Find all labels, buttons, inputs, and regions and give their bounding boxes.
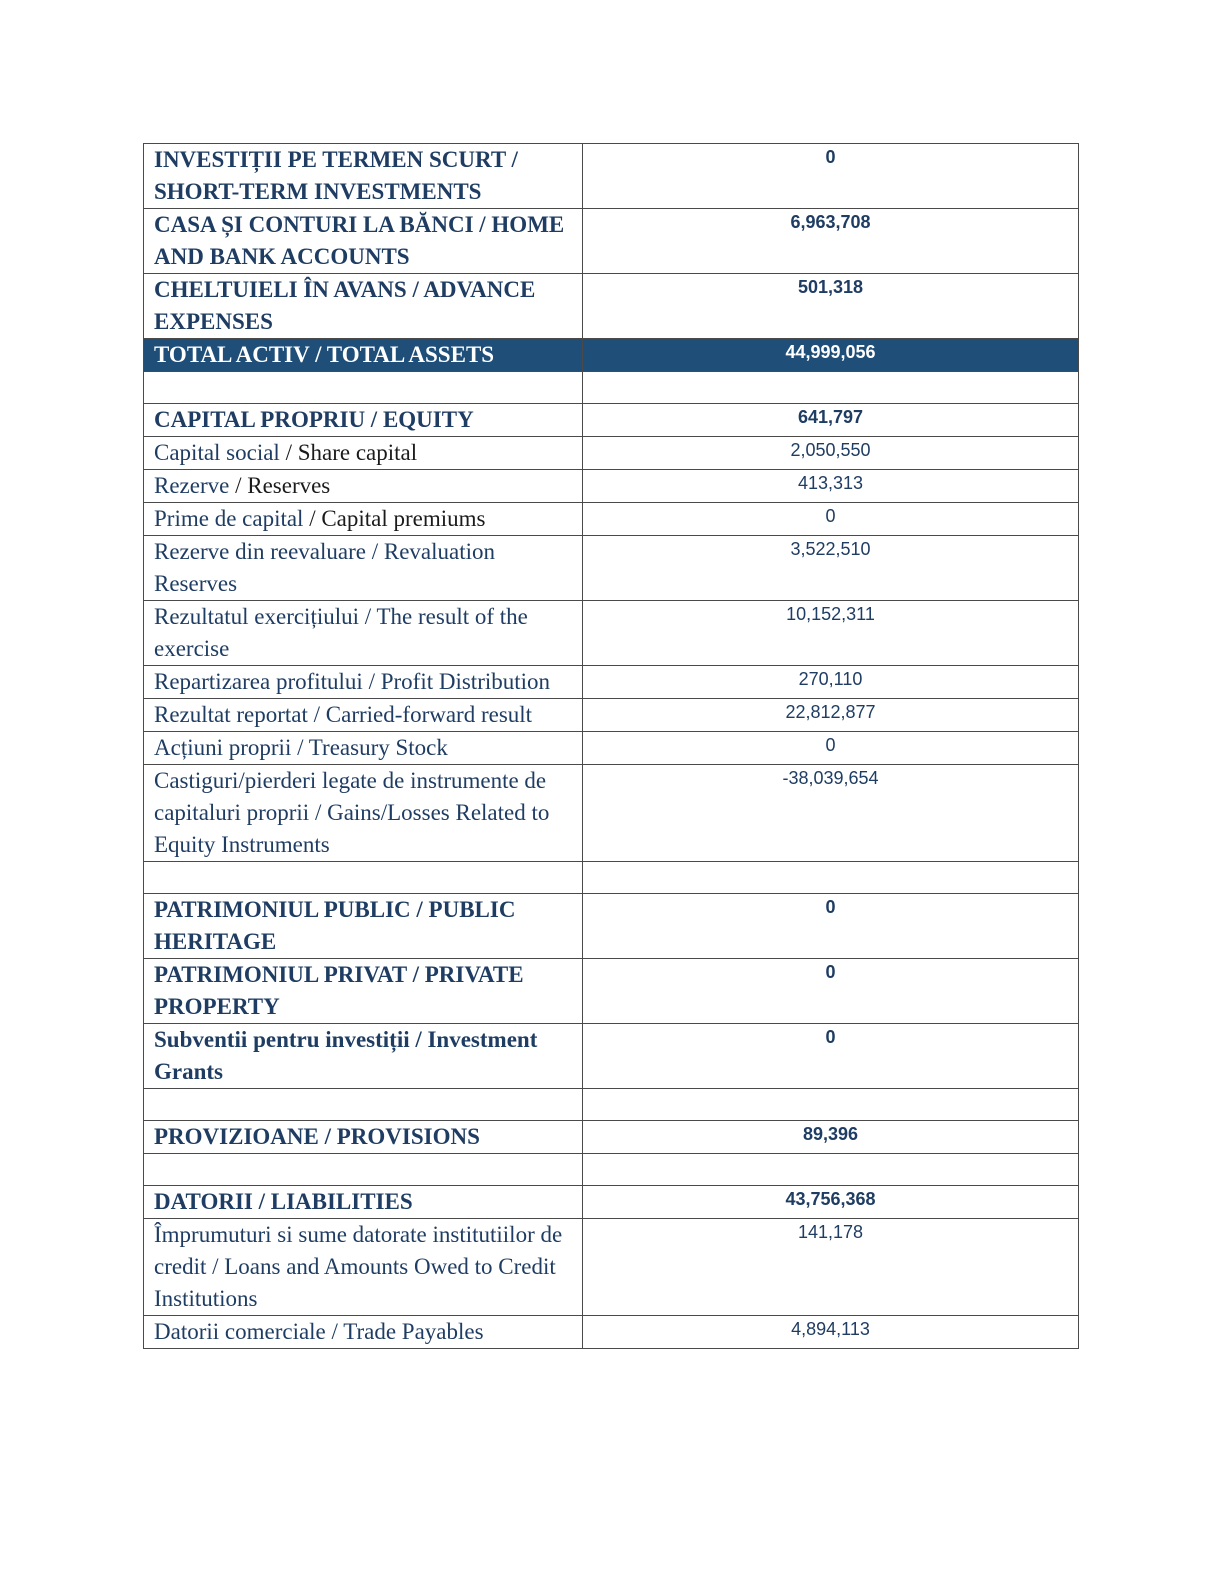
row-label-ro: Rezerve [154,473,230,498]
table-row [144,1121,1079,1154]
row-value: 0 [583,503,1079,536]
table-row [144,470,1079,503]
row-value: 641,797 [583,404,1079,437]
row-label [144,503,583,536]
table-row [144,601,1079,666]
spacer-row [144,862,1079,894]
row-label: PATRIMONIUL PRIVAT / PRIVATE PROPERTY [144,959,583,1024]
table-row [144,536,1079,601]
table-row [144,209,1079,274]
row-value: 0 [583,894,1079,959]
balance-sheet-table [143,143,1079,1349]
table-row [144,503,1079,536]
label-separator: / [303,506,322,531]
row-value: 270,110 [583,666,1079,699]
row-value: 0 [583,732,1079,765]
row-value: 141,178 [583,1219,1079,1316]
row-value: 10,152,311 [583,601,1079,666]
row-label-ro: Capital social [154,440,280,465]
spacer-row [144,1089,1079,1121]
row-label: PROVIZIOANE / PROVISIONS [144,1121,583,1154]
row-label: DATORII / LIABILITIES [144,1186,583,1219]
row-label [144,470,583,503]
empty-cell [583,1089,1079,1121]
label-separator: / [229,473,248,498]
spacer-row [144,372,1079,404]
empty-cell [583,1154,1079,1186]
empty-cell [144,862,583,894]
label-separator: / [279,440,298,465]
row-label: INVESTIȚII PE TERMEN SCURT / SHORT-TERM INVESTMENTS [144,144,583,209]
table-row [144,437,1079,470]
empty-cell [144,1089,583,1121]
row-label: CASA ȘI CONTURI LA BĂNCI / HOME AND BANK ACCOUNTS [144,209,583,274]
table-row [144,699,1079,732]
table-row [144,894,1079,959]
table-row [144,1316,1079,1349]
table-row [144,1219,1079,1316]
row-label [144,437,583,470]
row-value: 6,963,708 [583,209,1079,274]
row-value: 43,756,368 [583,1186,1079,1219]
row-value: 0 [583,1024,1079,1089]
row-label: Castiguri/pierderi legate de instrumente de capitaluri proprii / Gains/Losses Related to Equity Instruments [144,765,583,862]
row-label: CAPITAL PROPRIU / EQUITY [144,404,583,437]
row-value: 501,318 [583,274,1079,339]
row-value: 4,894,113 [583,1316,1079,1349]
table-row [144,666,1079,699]
row-label: Acțiuni proprii / Treasury Stock [144,732,583,765]
table-row [144,765,1079,862]
row-label: Rezultatul exercițiului / The result of the exercise [144,601,583,666]
table-row [144,144,1079,209]
table-row [144,732,1079,765]
row-label: Rezultat reportat / Carried-forward result [144,699,583,732]
empty-cell [144,372,583,404]
spacer-row [144,1154,1079,1186]
table-row [144,959,1079,1024]
row-value: 0 [583,959,1079,1024]
table-row [144,1024,1079,1089]
row-label: TOTAL ACTIV / TOTAL ASSETS [144,339,583,372]
table-row [144,1186,1079,1219]
row-label: CHELTUIELI ÎN AVANS / ADVANCE EXPENSES [144,274,583,339]
empty-cell [583,862,1079,894]
empty-cell [144,1154,583,1186]
row-label: Împrumuturi si sume datorate institutiilor de credit / Loans and Amounts Owed to Credit Institutions [144,1219,583,1316]
row-label: Datorii comerciale / Trade Payables [144,1316,583,1349]
row-label-ro: Prime de capital [154,506,304,531]
row-value: 3,522,510 [583,536,1079,601]
row-label: Rezerve din reevaluare / Revaluation Reserves [144,536,583,601]
row-label: Subventii pentru investiții / Investment Grants [144,1024,583,1089]
row-value: 0 [583,144,1079,209]
row-value: 89,396 [583,1121,1079,1154]
table-row [144,404,1079,437]
row-value: 413,313 [583,470,1079,503]
row-value: 2,050,550 [583,437,1079,470]
table-row [144,274,1079,339]
row-label-en: Share capital [297,440,418,465]
row-value: -38,039,654 [583,765,1079,862]
row-label: Repartizarea profitului / Profit Distribution [144,666,583,699]
row-value: 22,812,877 [583,699,1079,732]
empty-cell [583,372,1079,404]
row-label-en: Capital premiums [321,506,486,531]
row-label: PATRIMONIUL PUBLIC / PUBLIC HERITAGE [144,894,583,959]
total-assets-row [144,339,1079,372]
row-label-en: Reserves [247,473,331,498]
row-value: 44,999,056 [583,339,1079,372]
